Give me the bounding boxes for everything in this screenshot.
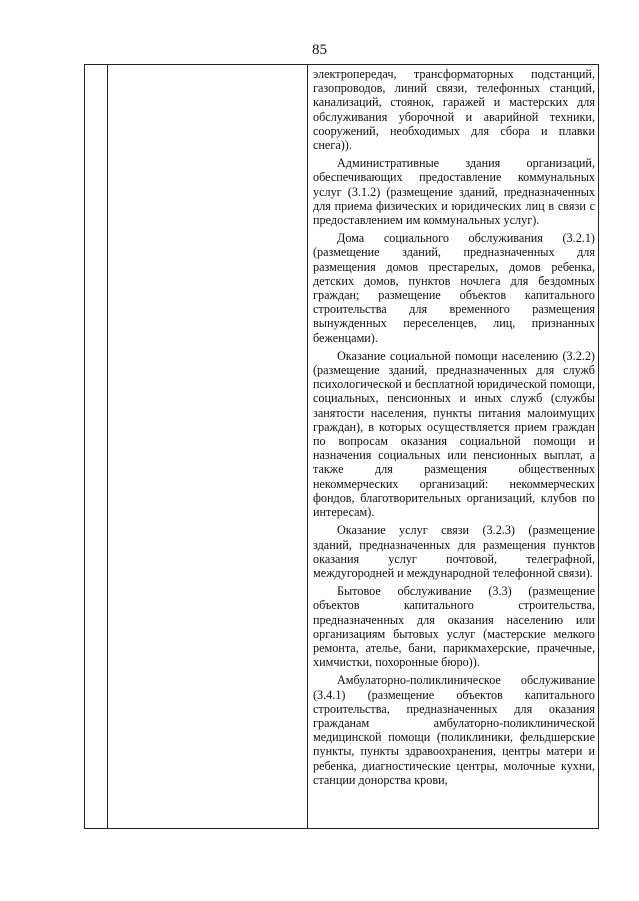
paragraph: Административные здания организаций, обеспечивающих предоставление коммунальных услуг (3.1.2) (размещение зданий, предназначенных для приема физических и юридических лиц в связи с предоставлением им коммунальных услуг).	[313, 156, 595, 228]
paragraph: Амбулаторно-поликлиническое обслуживание (3.4.1) (размещение объектов капитального строительства, предназначенных для оказания гражданам амбулаторно-поликлинической медицинской помощи (поликлиники, фельдшерские пункты, пункты здравоохранения, центры матери и ребенка, диагностические центры, молочные кухни, станции донорства крови,	[313, 673, 595, 787]
table-column-divider	[107, 65, 108, 828]
table-column-divider	[307, 65, 308, 828]
paragraph: Бытовое обслуживание (3.3) (размещение объектов капитального строительства, предназначенных для оказания населению или организациям бытовых услуг (мастерские мелкого ремонта, ателье, бани, парикмахерские, прачечные, химчистки, похоронные бюро)).	[313, 584, 595, 670]
paragraph: электропередач, трансформаторных подстанций, газопроводов, линий связи, телефонных станций, канализаций, стоянок, гаражей и мастерских для обслуживания уборочной и аварийной техники, сооружений, необходимых для сбора и плавки снега)).	[313, 67, 595, 153]
paragraph: Оказание услуг связи (3.2.3) (размещение зданий, предназначенных для размещения пунктов оказания услуг почтовой, телеграфной, междугородней и международной телефонной связи).	[313, 523, 595, 580]
paragraph: Дома социального обслуживания (3.2.1) (размещение зданий, предназначенных для размещения домов престарелых, домов ребенка, детских домов, пунктов ночлега для бездомных граждан; размещение объектов капитального строительства для временного размещения вынужденных переселенцев, лиц, признанных беженцами).	[313, 231, 595, 345]
table-text-cell	[313, 67, 595, 791]
document-table	[84, 64, 599, 829]
paragraph: Оказание социальной помощи населению (3.2.2) (размещение зданий, предназначенных для служб психологической и бесплатной юридической помощи, социальных, пенсионных и иных служб (службы занятости населения, пункты питания малоимущих граждан), в которых осуществляется прием граждан по вопросам оказания социальной помощи и назначения социальных или пенсионных выплат, а также для размещения общественных некоммерческих организаций: некоммерческих фондов, благотворительных организаций, клубов по интересам).	[313, 348, 595, 520]
page-number: 85	[312, 42, 327, 58]
